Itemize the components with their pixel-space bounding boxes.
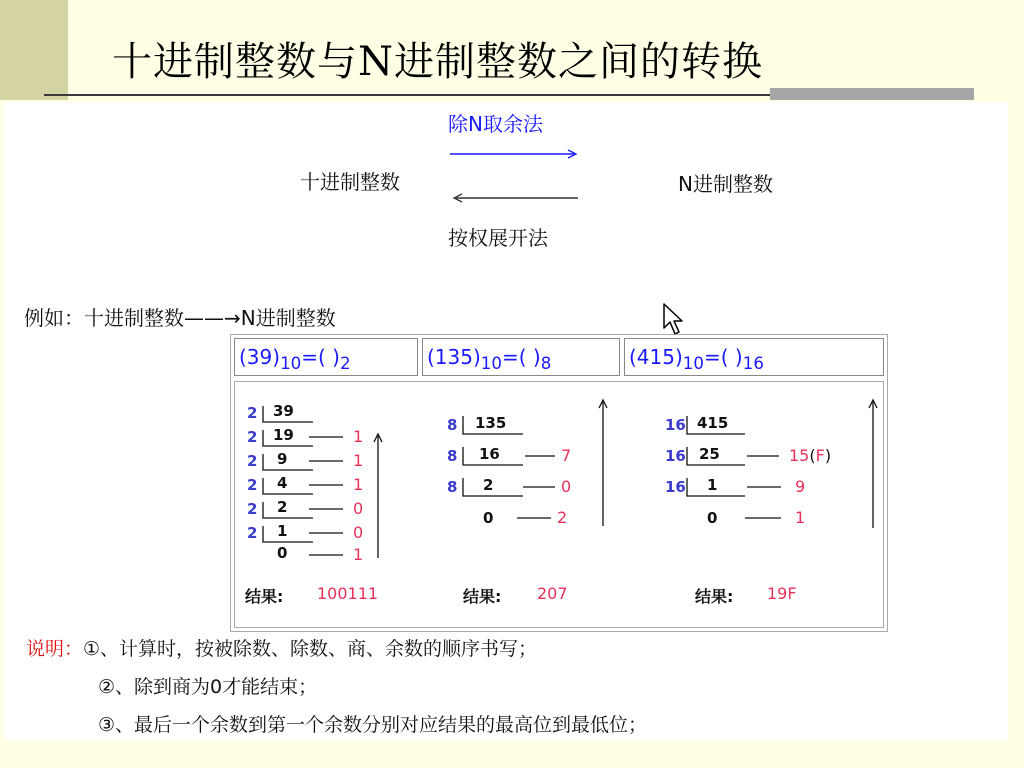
forward-arrow — [448, 148, 582, 160]
note-item: ②、除到商为0才能结束； — [98, 676, 318, 698]
remainder: 1 — [353, 451, 364, 470]
divisor: 2 — [247, 452, 258, 470]
dividend: 19 — [273, 426, 294, 444]
remainder: 15(F) — [789, 446, 832, 465]
binary-division-lines — [235, 382, 435, 582]
remainder: 1 — [795, 508, 806, 527]
example-intro: 例如：十进制整数——→N进制整数 — [24, 306, 336, 330]
result-label: 结果: — [695, 587, 734, 606]
divisor: 2 — [247, 524, 258, 542]
divisor: 16 — [665, 447, 686, 465]
dividend: 9 — [277, 450, 288, 468]
conversion-table — [230, 334, 888, 632]
divisor: 2 — [247, 404, 258, 422]
note-item: ①、计算时，按被除数、除数、商、余数的顺序书写； — [83, 638, 538, 660]
slide-title: 十进制整数与N进制整数之间的转换 — [112, 39, 763, 85]
dividend: 2 — [483, 476, 494, 494]
bottom-method-label: 按权展开法 — [448, 226, 548, 250]
mouse-cursor-icon — [662, 302, 686, 338]
remainder: 7 — [561, 446, 572, 465]
result-value: 100111 — [317, 584, 379, 603]
divisor: 8 — [447, 416, 458, 434]
slide-content — [4, 102, 1008, 740]
n-base-label: N进制整数 — [678, 172, 773, 196]
dividend: 415 — [697, 414, 729, 432]
result-label: 结果: — [463, 587, 502, 606]
result-label: 结果: — [245, 587, 284, 606]
dividend: 0 — [483, 509, 494, 527]
remainder: 0 — [353, 499, 364, 518]
result-value: 19F — [767, 584, 797, 603]
remainder: 1 — [353, 427, 364, 446]
top-method-label: 除N取余法 — [448, 112, 543, 136]
divisor: 16 — [665, 416, 686, 434]
octal-division-column — [441, 382, 641, 627]
octal-division-lines — [441, 382, 641, 582]
backward-arrow — [448, 192, 582, 204]
divisor: 16 — [665, 478, 686, 496]
remainder: 1 — [353, 545, 364, 564]
remainder: 1 — [353, 475, 364, 494]
left-accent-bar — [0, 0, 68, 100]
divisor: 2 — [247, 500, 258, 518]
dividend: 135 — [475, 414, 507, 432]
dividend: 1 — [707, 476, 718, 494]
dividend: 1 — [277, 522, 288, 540]
dividend: 0 — [707, 509, 718, 527]
note-line-1 — [26, 634, 537, 661]
remainder: 9 — [795, 477, 806, 496]
dividend: 0 — [277, 544, 288, 562]
notes-label: 说明： — [26, 638, 84, 660]
result-value: 207 — [537, 584, 568, 603]
divisor: 8 — [447, 478, 458, 496]
header-octal: $(135)_{10}=$( )$_8$ — [422, 338, 620, 376]
dividend: 39 — [273, 402, 294, 420]
binary-division-column — [235, 382, 435, 627]
decimal-label: 十进制整数 — [300, 170, 400, 194]
divisor: 2 — [247, 476, 258, 494]
dividend: 4 — [277, 474, 288, 492]
dividend: 16 — [479, 445, 500, 463]
divisor: 8 — [447, 447, 458, 465]
dividend: 2 — [277, 498, 288, 516]
divisor: 2 — [247, 428, 258, 446]
hex-division-lines — [649, 382, 885, 582]
dividend: 25 — [699, 445, 720, 463]
table-body — [234, 381, 884, 628]
title-accent-bar — [770, 88, 974, 100]
note-item: ③、最后一个余数到第一个余数分别对应结果的最高位到最低位； — [98, 714, 648, 736]
header-hex: $(415)_{10}=$( )$_{16}$ — [624, 338, 884, 376]
hex-division-column — [649, 382, 885, 627]
header-binary: $(39)_{10}=$( )$_2$ — [234, 338, 418, 376]
remainder: 0 — [561, 477, 572, 496]
remainder: 2 — [557, 508, 568, 527]
remainder: 0 — [353, 523, 364, 542]
